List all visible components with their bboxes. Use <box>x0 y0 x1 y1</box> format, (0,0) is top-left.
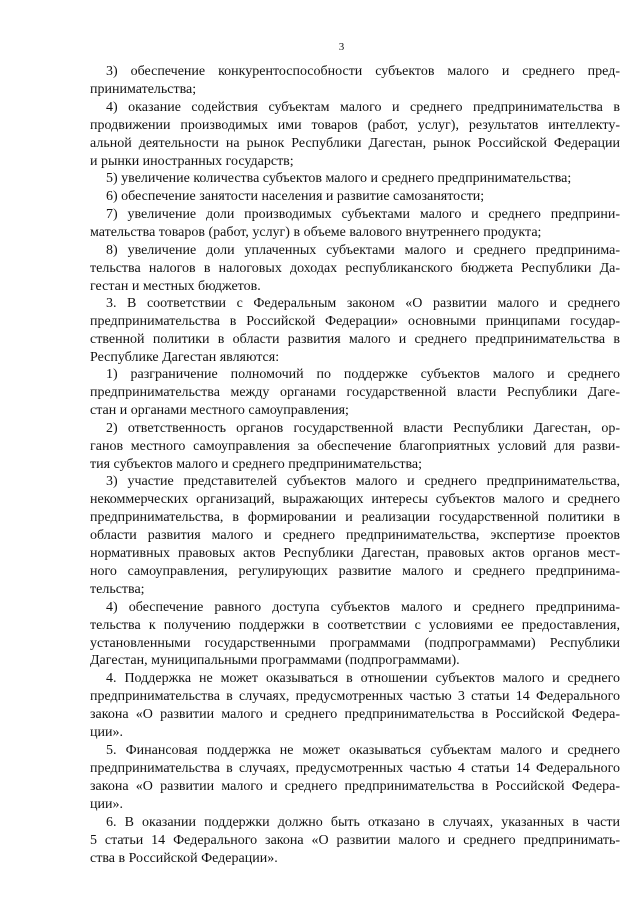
text-line: ства в Российской Федерации». <box>90 851 278 866</box>
text-line: 6. В оказании поддержки должно быть отказано в случаях, указанных в части <box>106 815 620 830</box>
text-line: Дагестан, муниципальными программами (подпрограммами). <box>90 653 460 668</box>
text-line: гестан и местных бюджетов. <box>90 279 261 294</box>
text-line: предпринимательства между органами государственной власти Республики Даге- <box>90 385 620 400</box>
text-line: предпринимательства, в формировании и реализации государственной политики в <box>90 510 620 525</box>
text-line: 4) оказание содействия субъектам малого и среднего предпринимательства в <box>106 100 620 115</box>
text-line: 7) увеличение доли производимых субъектами малого и среднего предприни- <box>106 207 620 222</box>
text-line: альной деятельности на рынок Республики Дагестан, рынок Российской Федерации <box>90 136 620 151</box>
text-line: 4) обеспечение равного доступа субъектов малого и среднего предпринима- <box>106 600 620 615</box>
text-line: 3) обеспечение конкурентоспособности субъектов малого и среднего пред- <box>106 64 620 79</box>
text-line: нормативных правовых актов Республики Дагестан, правовых актов органов мест- <box>90 546 620 561</box>
text-line: 2) ответственность органов государственной власти Республики Дагестан, ор- <box>106 421 620 436</box>
text-line: тия субъектов малого и среднего предпринимательства; <box>90 457 423 472</box>
text-line: продвижении производимых ими товаров (работ, услуг), результатов интеллекту- <box>90 118 620 133</box>
text-line: области развития малого и среднего предпринимательства, экспертизе проектов <box>90 528 620 543</box>
text-line: ции». <box>90 725 123 740</box>
text-line: 1) разграничение полномочий по поддержке субъектов малого и среднего <box>106 367 620 382</box>
text-line: предпринимательства в случаях, предусмотренных частью 3 статьи 14 Федерального <box>90 689 620 704</box>
text-line: стан и органами местного самоуправления; <box>90 403 349 418</box>
text-line: 3) участие представителей субъектов малого и среднего предпринимательства, <box>106 474 620 489</box>
text-line: тельства к получению поддержки в соответствии с условиями ее предоставления, <box>90 618 620 633</box>
text-line: ганов местного самоуправления за обеспечение благоприятных условий для разви- <box>90 439 620 454</box>
text-line: 8) увеличение доли уплаченных субъектами малого и среднего предпринима- <box>106 243 620 258</box>
text-line: мательства товаров (работ, услуг) в объеме валового внутреннего продукта; <box>90 225 542 240</box>
text-line: 5 статьи 14 Федерального закона «О развитии малого и среднего предпринимать- <box>90 833 620 848</box>
text-line: некоммерческих организаций, выражающих интересы субъектов малого и среднего <box>90 492 620 507</box>
text-line: и рынки иностранных государств; <box>90 154 294 169</box>
page-number: 3 <box>338 41 345 53</box>
text-line: 5. Финансовая поддержка не может оказываться субъектам малого и среднего <box>106 743 620 758</box>
text-line: 3. В соответствии с Федеральным законом «О развитии малого и среднего <box>106 296 620 311</box>
text-line: тельства налогов в налоговых доходах республиканского бюджета Республики Да- <box>90 261 620 276</box>
text-line: 5) увеличение количества субъектов малого и среднего предпринимательства; <box>106 171 572 186</box>
text-line: ного самоуправления, регулирующих развитие малого и среднего предпринима- <box>90 564 620 579</box>
text-line: 6) обеспечение занятости населения и развитие самозанятости; <box>106 189 485 204</box>
text-line: Республике Дагестан являются: <box>90 350 280 365</box>
text-line: закона «О развитии малого и среднего предпринимательства в Российской Федера- <box>90 707 620 722</box>
text-line: 4. Поддержка не может оказываться в отношении субъектов малого и среднего <box>106 671 620 686</box>
text-line: тельства; <box>90 582 145 597</box>
text-line: принимательства; <box>90 82 197 97</box>
text-line: предпринимательства в случаях, предусмотренных частью 4 статьи 14 Федерального <box>90 761 620 776</box>
text-line: предпринимательства в Российской Федерации» основными принципами государ- <box>90 314 620 329</box>
text-line: закона «О развитии малого и среднего предпринимательства в Российской Федера- <box>90 779 620 794</box>
text-line: установленными государственными программами (подпрограммами) Республики <box>90 636 620 651</box>
text-line: ции». <box>90 797 123 812</box>
text-line: ственной политики в области развития малого и среднего предпринимательства в <box>90 332 620 347</box>
